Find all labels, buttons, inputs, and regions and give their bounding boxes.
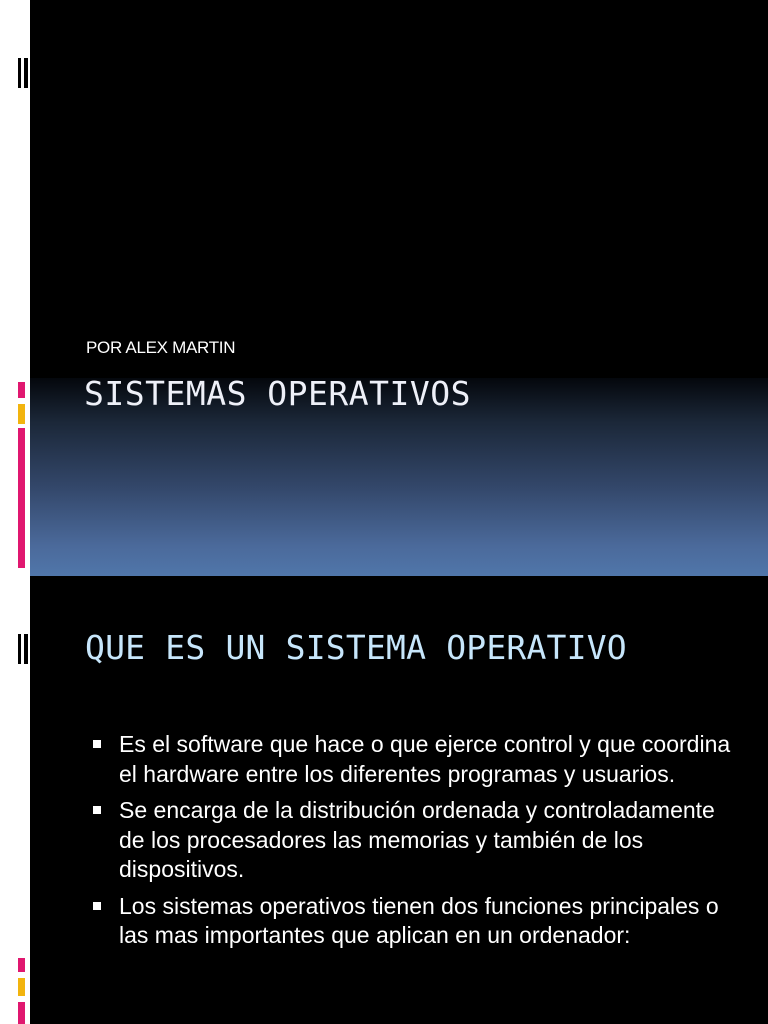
slide-content	[30, 576, 768, 1024]
slide-marker-top	[18, 58, 28, 88]
bullet-text: Los sistemas operativos tienen dos funciones principales o las mas importantes que aplican en un ordenador:	[119, 892, 719, 948]
slide-content-heading: QUE ES UN SISTEMA OPERATIVO	[85, 628, 627, 667]
bullet-text: Se encarga de la distribución ordenada y controladamente de los procesadores las memorias y también de los dispositivos.	[119, 797, 715, 882]
slide-title	[30, 0, 768, 576]
accent-bar-slide-2	[18, 958, 28, 1024]
square-bullet-icon	[93, 740, 101, 748]
bullet-item	[90, 796, 740, 885]
accent-bar-slide-1	[18, 382, 28, 568]
bullet-list	[90, 730, 740, 958]
bullet-text: Es el software que hace o que ejerce control y que coordina el hardware entre los diferentes programas y usuarios.	[119, 731, 731, 787]
square-bullet-icon	[93, 806, 101, 814]
slide-title-heading: SISTEMAS OPERATIVOS	[84, 374, 471, 413]
slide-marker-middle	[18, 634, 28, 664]
slide-subtitle: POR ALEX MARTIN	[86, 338, 236, 357]
bullet-item	[90, 730, 740, 789]
bullet-item	[90, 892, 740, 951]
square-bullet-icon	[93, 902, 101, 910]
